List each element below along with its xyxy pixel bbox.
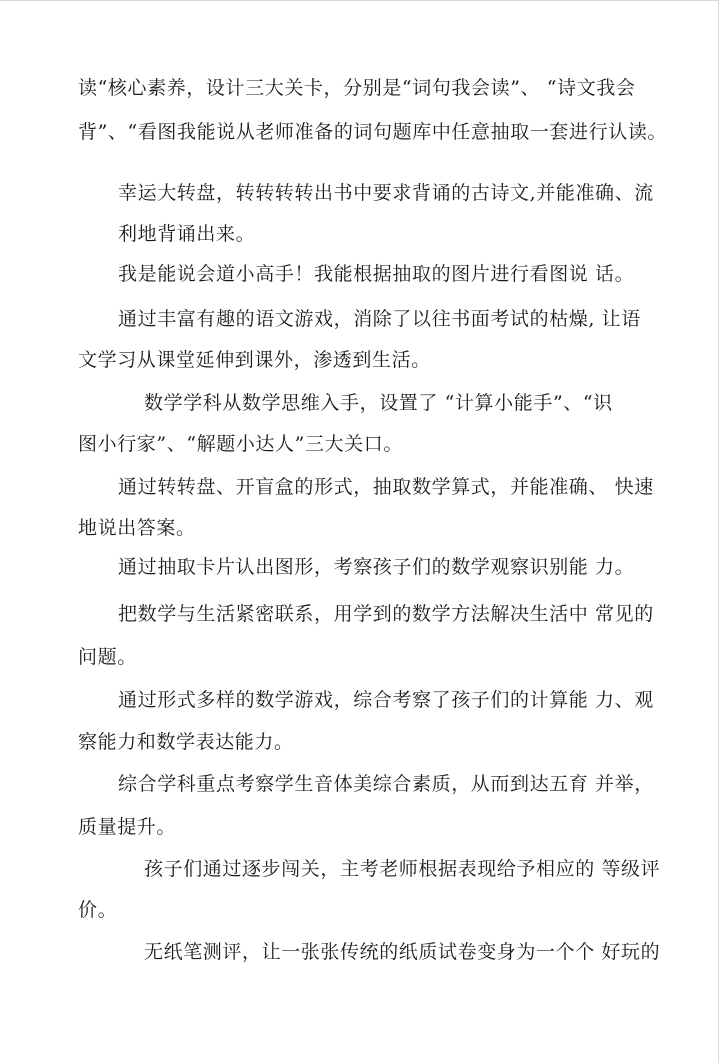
paragraph-line: 幸运大转盘，转转转转出书中要求背诵的古诗文,并能准确、流	[118, 182, 654, 204]
paragraph-line: 读“核心素养，设计三大关卡，分别是“词句我会读”、 “诗文我会	[78, 77, 636, 99]
paragraph-line: 孩子们通过逐步闯关，主考老师根据表现给予相应的 等级评	[144, 858, 661, 880]
paragraph-line: 文学习从课堂延伸到课外，渗透到生活。	[78, 349, 431, 371]
paragraph-line: 察能力和数学表达能力。	[78, 731, 294, 753]
paragraph-line: 价。	[78, 899, 118, 921]
paragraph-line: 质量提升。	[78, 816, 177, 838]
paragraph-line: 图小行家”、“解题小达人”三大关口。	[78, 433, 403, 455]
paragraph-line: 通过抽取卡片认出图形，考察孩子们的数学观察识别能 力。	[118, 556, 635, 578]
paragraph-line: 背”、“看图我能说从老师准备的词句题库中任意抽取一套进行认读。	[78, 121, 668, 143]
paragraph-line: 通过转转盘、开盲盒的形式，抽取数学算式，并能准确、 快速	[118, 476, 654, 498]
paragraph-line: 地说出答案。	[78, 517, 196, 539]
paragraph-line: 数学学科从数学思维入手，设置了 “计算小能手”、“识	[144, 392, 613, 414]
paragraph-line: 综合学科重点考察学生音体美综合素质，从而到达五育 并举，	[118, 773, 654, 795]
paragraph-line: 把数学与生活紧密联系，用学到的数学方法解决生活中 常见的	[118, 603, 654, 625]
paragraph-line: 我是能说会道小高手！我能根据抽取的图片进行看图说 话。	[118, 263, 635, 285]
paragraph-line: 通过形式多样的数学游戏，综合考察了孩子们的计算能 力、观	[118, 689, 654, 711]
paragraph-line: 利地背诵出来。	[118, 223, 256, 245]
paragraph-line: 问题。	[78, 646, 137, 668]
paragraph-line: 无纸笔测评，让一张张传统的纸质试卷变身为一个个 好玩的	[144, 941, 661, 963]
paragraph-line: 通过丰富有趣的语文游戏，消除了以往书面考试的枯燥, 让语	[118, 308, 641, 330]
